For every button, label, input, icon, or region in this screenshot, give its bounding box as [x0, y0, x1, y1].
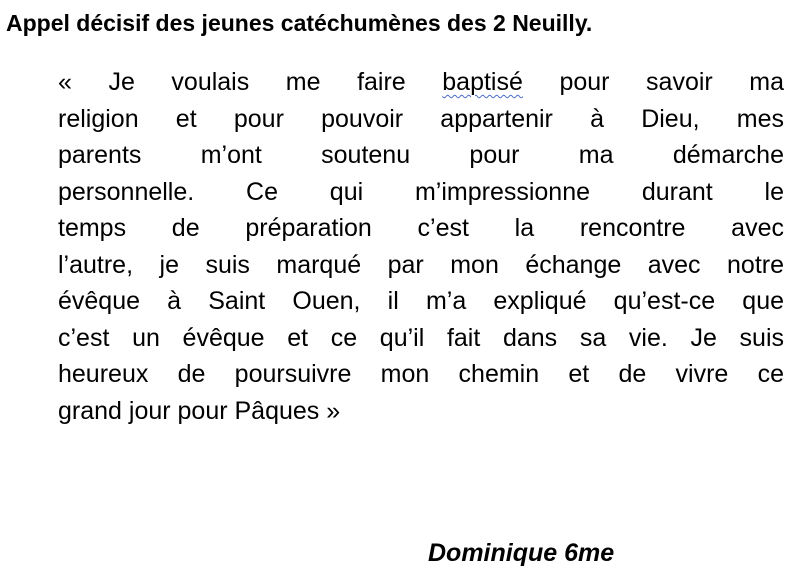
misspelled-word[interactable]: baptisé [442, 68, 523, 96]
quote-line-1-end: pour savoir ma [522, 68, 785, 96]
quote-line-4: personnelle. Ce qui m’impressionne durant le [58, 177, 784, 206]
quote-line-2: religion et pour pouvoir appartenir à Dieu, mes [58, 104, 784, 133]
signature: Dominique 6me [428, 539, 615, 567]
document-title: Appel décisif des jeunes catéchumènes des 2 Neuilly. [6, 10, 593, 36]
quote-line-7: évêque à Saint Ouen, il m’a expliqué qu’est-ce que [58, 287, 784, 315]
quote-line-3: parents m’ont soutenu pour ma démarche [58, 141, 784, 169]
quote-line-9: heureux de poursuivre mon chemin et de vivre ce [58, 360, 784, 388]
quote-line-1-start: « Je voulais me faire [58, 68, 443, 96]
quote-line-6: l’autre, je suis marqué par mon échange avec notre [58, 250, 784, 279]
quote-line-10: grand jour pour Pâques » [58, 396, 341, 425]
quote-line-8: c’est un évêque et ce qu’il fait dans sa vie. Je suis [58, 323, 784, 352]
testimony-quote [58, 64, 784, 429]
quote-line-5: temps de préparation c’est la rencontre avec [58, 214, 784, 242]
quote-line-1 [58, 64, 784, 101]
